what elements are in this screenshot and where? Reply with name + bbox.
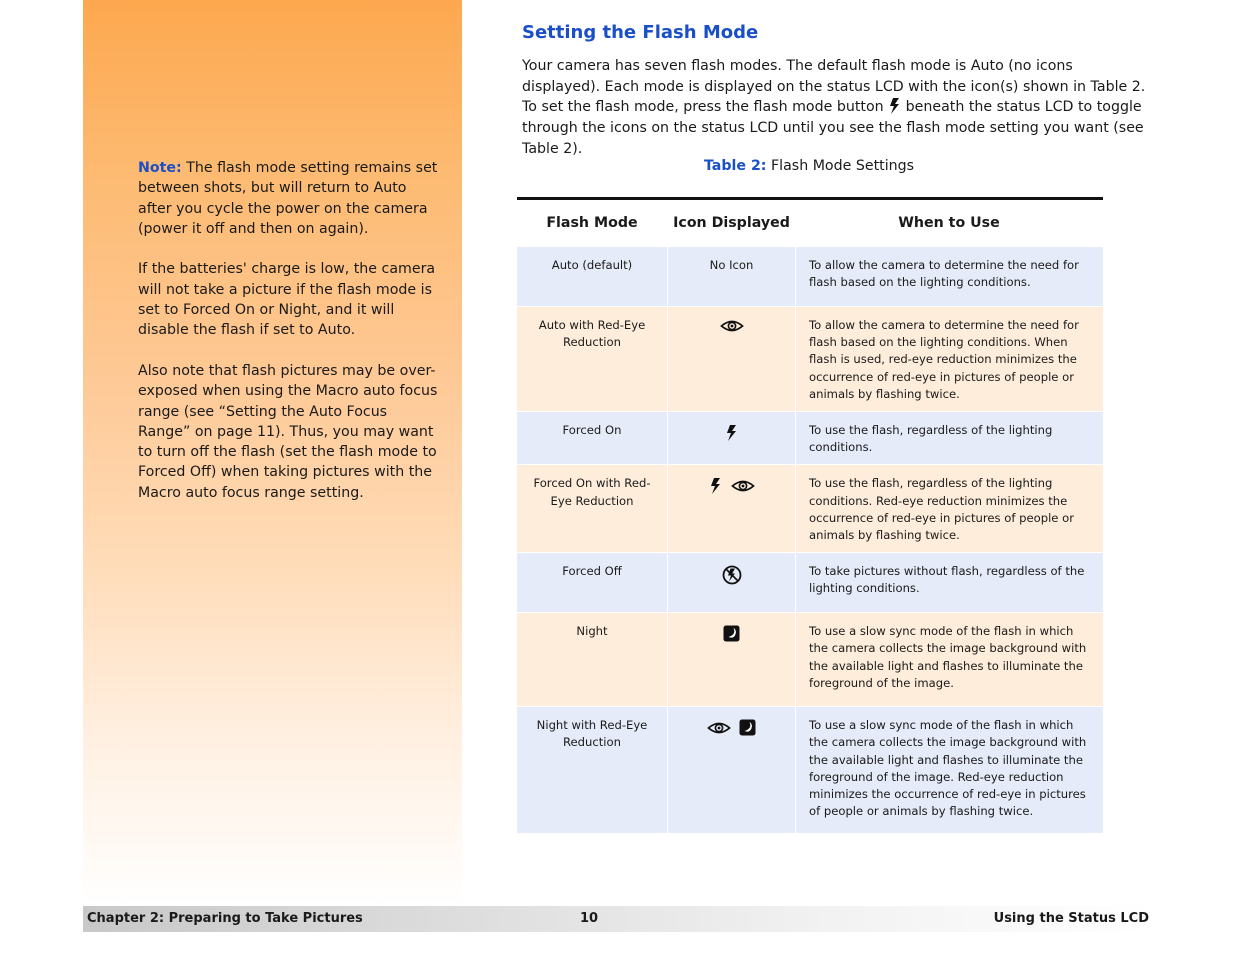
header-icon-displayed: Icon Displayed — [668, 199, 796, 247]
cell-icon — [668, 465, 796, 553]
cell-icon — [668, 613, 796, 707]
table-caption — [516, 158, 1102, 174]
cell-when-to-use: To use a slow sync mode of the flash in which the camera collects the image background with the available light and flashes to illuminate the foreground of the image. Red-eye reduction minimizes the occurrence of red-eye in pictures of people or animals by flashing twice. — [796, 707, 1103, 834]
flash-icon — [888, 97, 902, 115]
red-eye-icon — [720, 319, 744, 338]
intro-text-1: Your camera has seven flash modes. The default flash mode is Auto (no icons displayed). Each mode is displayed on the status LCD with the icon(s) shown in Table 2. To set the flash mode, press the flash mode button — [522, 58, 1146, 116]
cell-when-to-use: To use the flash, regardless of the lighting conditions. Red-eye reduction minimizes the occurrence of red-eye in pictures of people or animals by flashing twice. — [796, 465, 1103, 553]
cell-icon — [668, 412, 796, 465]
table-row — [517, 465, 1103, 553]
note-paragraph-3: Also note that flash pictures may be over-exposed when using the Macro auto focus range (see “Setting the Auto Focus Range” on page 11). Thus, you may want to turn off the flash (set the flash mode to Forced Off) when taking pictures with the Macro auto focus range setting. — [138, 362, 438, 501]
cell-when-to-use: To use the flash, regardless of the lighting conditions. — [796, 412, 1103, 465]
flash-icon — [725, 424, 739, 447]
table-row — [517, 247, 1103, 307]
cell-icon: No Icon — [668, 247, 796, 307]
table-caption-title: Flash Mode Settings — [771, 158, 915, 174]
night-icon — [723, 625, 740, 647]
cell-flash-mode: Forced Off — [517, 553, 668, 613]
table-row — [517, 553, 1103, 613]
cell-icon — [668, 307, 796, 412]
cell-flash-mode: Forced On with Red-Eye Reduction — [517, 465, 668, 553]
note-paragraph-2: If the batteries' charge is low, the camera will not take a picture if the flash mode is set to Forced On or Night, and it will disable the flash if set to Auto. — [138, 261, 436, 339]
red-eye-icon — [707, 721, 731, 740]
section-title: Setting the Flash Mode — [522, 22, 759, 43]
red-eye-icon — [731, 479, 755, 498]
intro-text-2: beneath the status LCD to toggle through the icons on the status LCD until you see the flash mode setting you want (see Table 2). — [522, 99, 1144, 157]
page-footer — [83, 906, 1151, 932]
table-row — [517, 613, 1103, 707]
flash-icon — [709, 477, 723, 500]
cell-flash-mode: Auto with Red-Eye Reduction — [517, 307, 668, 412]
table-caption-label: Table 2: — [703, 158, 767, 174]
cell-when-to-use: To take pictures without flash, regardless of the lighting conditions. — [796, 553, 1103, 613]
cell-flash-mode: Auto (default) — [517, 247, 668, 307]
note-paragraph-1 — [138, 158, 438, 239]
night-icon — [739, 719, 756, 741]
cell-icon — [668, 553, 796, 613]
header-flash-mode: Flash Mode — [517, 199, 668, 247]
cell-flash-mode: Forced On — [517, 412, 668, 465]
footer-chapter: Chapter 2: Preparing to Take Pictures — [87, 911, 363, 926]
table-row — [517, 412, 1103, 465]
footer-page-number: 10 — [580, 911, 599, 926]
intro-paragraph — [522, 56, 1152, 160]
flash-off-icon — [722, 565, 742, 590]
cell-icon — [668, 707, 796, 834]
header-when-to-use: When to Use — [796, 199, 1103, 247]
flash-mode-table — [516, 197, 1102, 833]
note-text-1: The flash mode setting remains set between shots, but will return to Auto after you cycle the power on the camera (power it off and then on again). — [138, 160, 438, 237]
cell-when-to-use: To allow the camera to determine the need for flash based on the lighting conditions. When flash is used, red-eye reduction minimizes the occurrence of red-eye in pictures of people or animals by flashing twice. — [796, 307, 1103, 412]
note-label: Note: — [138, 160, 182, 176]
table-row — [517, 707, 1103, 834]
table-row — [517, 307, 1103, 412]
cell-flash-mode: Night — [517, 613, 668, 707]
cell-flash-mode: Night with Red-Eye Reduction — [517, 707, 668, 834]
footer-section: Using the Status LCD — [993, 911, 1149, 926]
table-header-row — [517, 199, 1103, 247]
cell-when-to-use: To use a slow sync mode of the flash in which the camera collects the image background with the available light and flashes to illuminate the foreground of the image. — [796, 613, 1103, 707]
note-block — [138, 158, 438, 523]
cell-when-to-use: To allow the camera to determine the need for flash based on the lighting conditions. — [796, 247, 1103, 307]
